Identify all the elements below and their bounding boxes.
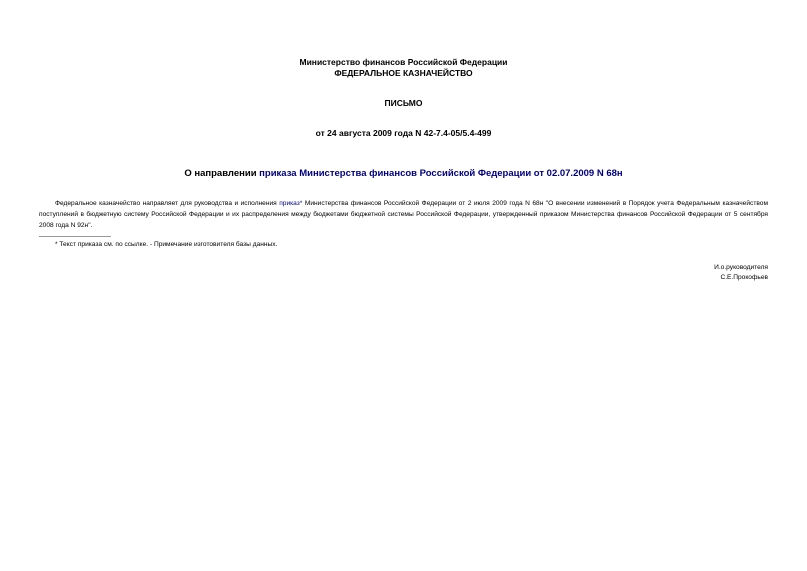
subject-prefix: О направлении xyxy=(184,168,260,179)
document-date-number: от 24 августа 2009 года N 42-7.4-05/5.4-499 xyxy=(315,128,492,138)
footnote-text: * Текст приказа см. по ссылке. - Примечание изготовителя базы данных. xyxy=(55,241,278,248)
subject-order-link[interactable]: приказа Министерства финансов Российской Федерации от 02.07.2009 N 68н xyxy=(259,168,623,179)
body-ending: . xyxy=(90,222,93,229)
document-type: ПИСЬМО xyxy=(384,98,423,108)
ministry-name: Министерство финансов Российской Федерации xyxy=(299,57,508,67)
signatory-title: И.о.руководителя xyxy=(714,264,768,271)
document-subject xyxy=(0,168,807,180)
body-intro: Федеральное казначейство направляет для руководства и исполнения xyxy=(55,200,280,207)
footnote-divider xyxy=(39,236,111,237)
body-paragraph xyxy=(39,198,768,231)
signatory-name: С.Е.Прокофьев xyxy=(720,274,768,281)
order-link[interactable]: приказ* xyxy=(279,200,303,207)
agency-name: ФЕДЕРАЛЬНОЕ КАЗНАЧЕЙСТВО xyxy=(334,68,473,78)
body-order-text: Министерства финансов Российской Федерации от 2 июля 2009 года N 68н "О внесении изменений в Порядок учета Федеральным казначейством поступлений в бюджетную систему Российской Федерации и их распределения между бюджетами бюджетной системы Российской Федерации, утвержденный приказом Министерства финансов Российской Федерации от 5 сентября 2008 года N 92н" xyxy=(39,200,768,229)
